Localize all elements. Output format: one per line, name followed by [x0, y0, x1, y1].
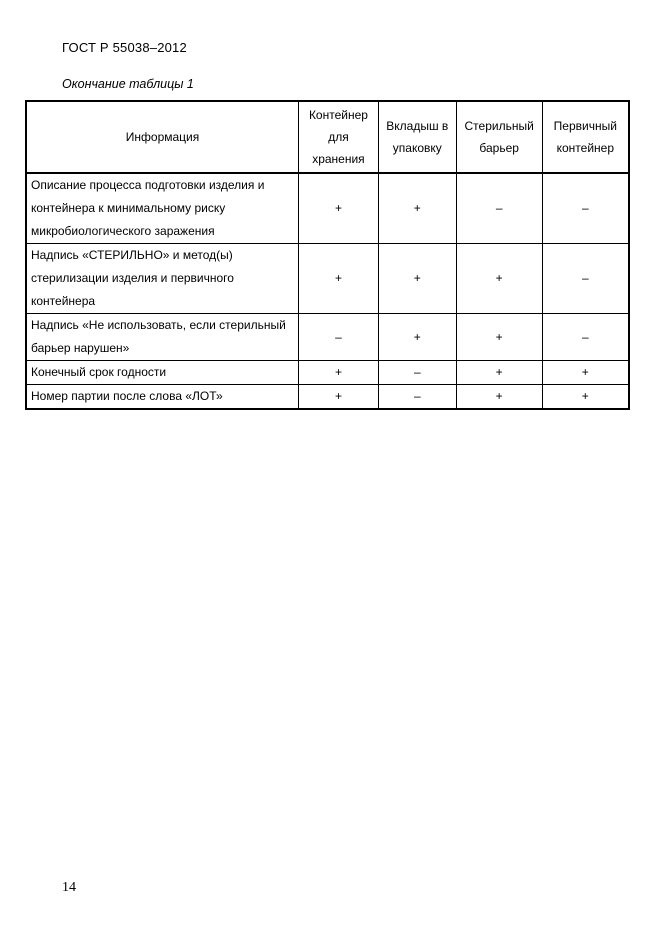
mark-cell: + [378, 173, 456, 244]
column-header-primary-container: Первичный контейнер [542, 101, 629, 173]
table-header-row [26, 101, 629, 173]
mark-cell: + [456, 244, 542, 314]
mark-cell: – [378, 361, 456, 385]
information-table [25, 100, 630, 410]
mark-cell: + [542, 361, 629, 385]
mark-cell: + [542, 385, 629, 410]
mark-cell: + [299, 244, 379, 314]
column-header-storage-container: Контейнер для хранения [299, 101, 379, 173]
table-row [26, 314, 629, 361]
mark-cell: + [299, 361, 379, 385]
row-information-cell: Надпись «СТЕРИЛЬНО» и метод(ы) стерилизации изделия и первичного контейнера [26, 244, 299, 314]
column-header-sterile-barrier: Стерильный барьер [456, 101, 542, 173]
document-code: ГОСТ Р 55038–2012 [62, 40, 187, 55]
table-row [26, 385, 629, 410]
page-number: 14 [62, 880, 76, 895]
table-row [26, 244, 629, 314]
row-information-cell: Надпись «Не использовать, если стерильный барьер нарушен» [26, 314, 299, 361]
mark-cell: + [299, 173, 379, 244]
mark-cell: + [456, 385, 542, 410]
row-information-cell: Описание процесса подготовки изделия и контейнера к минимальному риску микробиологического заражения [26, 173, 299, 244]
column-header-information: Информация [26, 101, 299, 173]
mark-cell: + [456, 314, 542, 361]
table-row [26, 173, 629, 244]
mark-cell: – [542, 244, 629, 314]
mark-cell: + [456, 361, 542, 385]
mark-cell: – [299, 314, 379, 361]
column-header-package-insert: Вкладыш в упаковку [378, 101, 456, 173]
mark-cell: – [378, 385, 456, 410]
mark-cell: – [456, 173, 542, 244]
table-row [26, 361, 629, 385]
mark-cell: + [299, 385, 379, 410]
mark-cell: + [378, 244, 456, 314]
mark-cell: – [542, 314, 629, 361]
row-information-cell: Конечный срок годности [26, 361, 299, 385]
table-caption: Окончание таблицы 1 [62, 77, 194, 91]
mark-cell: – [542, 173, 629, 244]
row-information-cell: Номер партии после слова «ЛОТ» [26, 385, 299, 410]
mark-cell: + [378, 314, 456, 361]
